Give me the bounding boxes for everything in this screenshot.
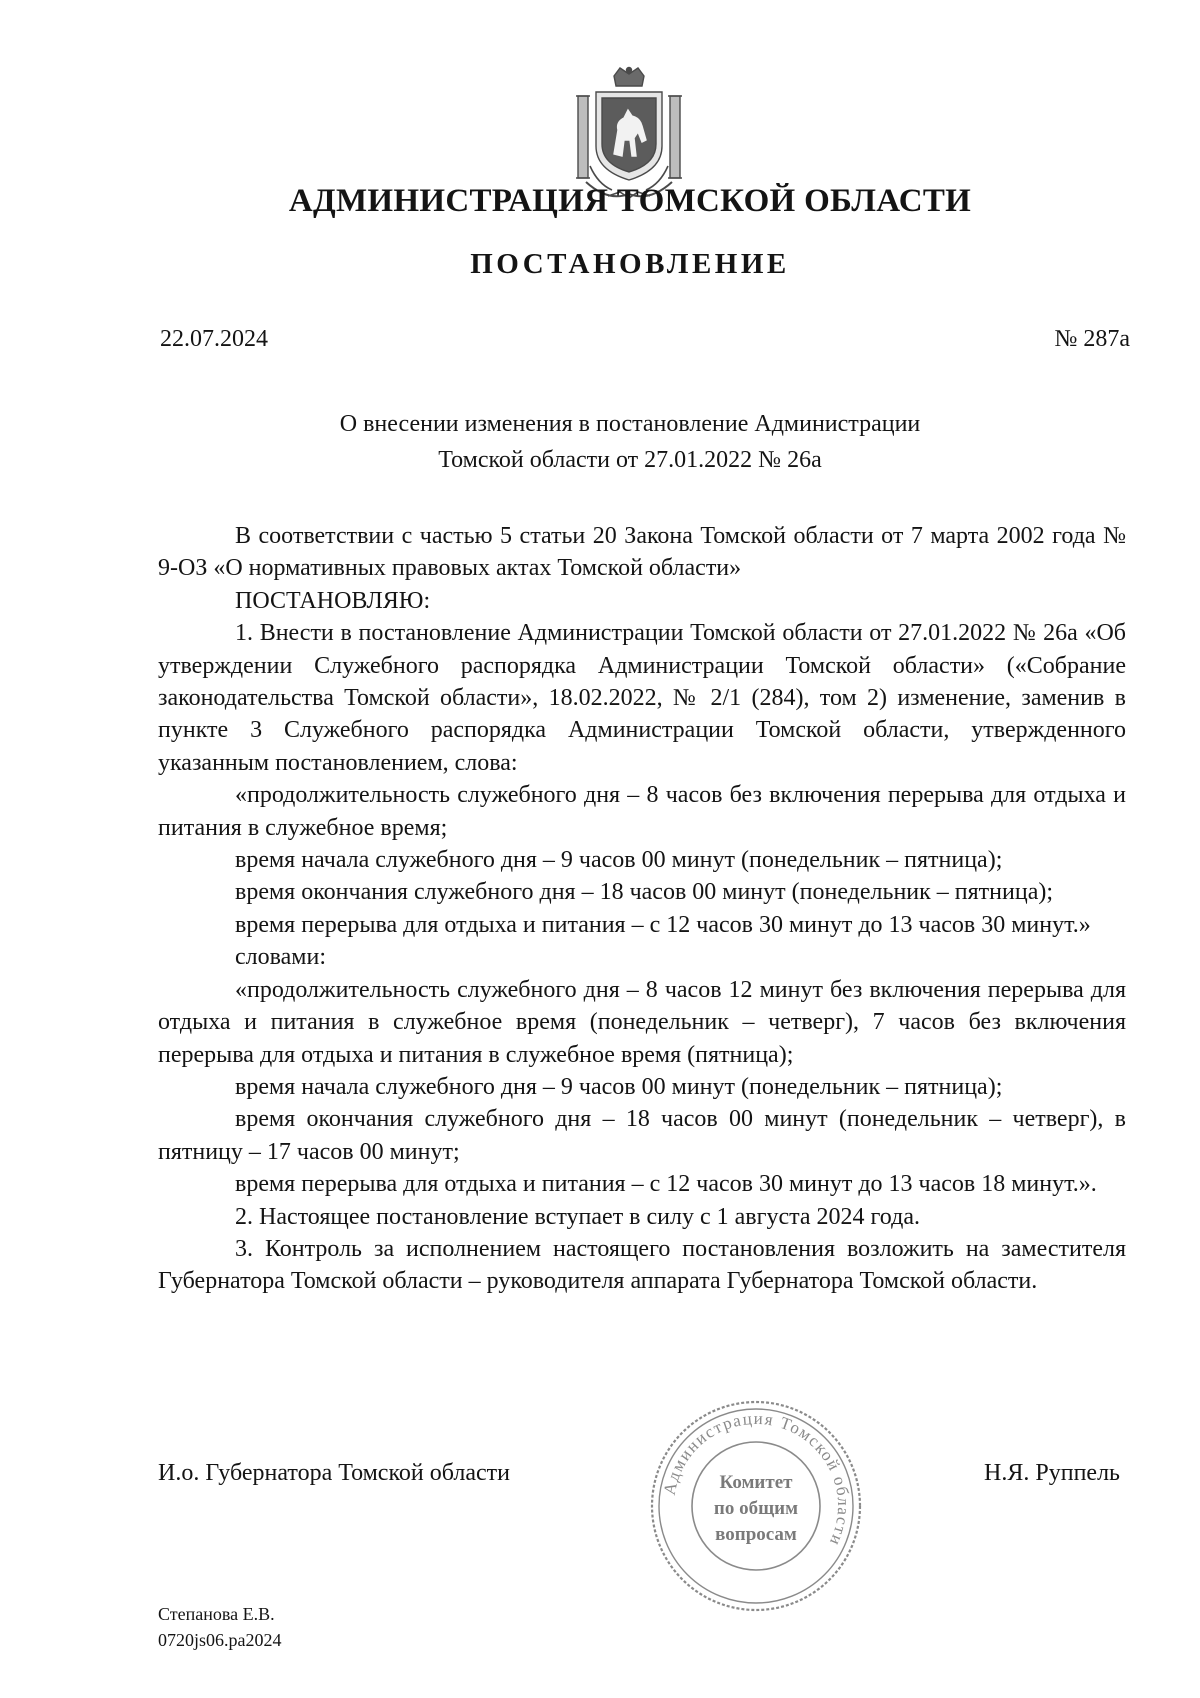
- document-date: 22.07.2024: [160, 326, 268, 352]
- stamp-center-line-3: вопросам: [715, 1524, 797, 1545]
- body-paragraph: словами:: [235, 944, 326, 971]
- document-body: [158, 520, 1126, 1298]
- body-paragraph: время окончания служебного дня – 18 часов 00 минут (понедельник – пятница);: [235, 879, 1054, 906]
- official-stamp-icon: [648, 1398, 864, 1614]
- body-paragraph: 1. Внести в постановление Администрации Томской области от 27.01.2022 № 26а «Об утверждении Служебного распорядка Администрации Томской области» («Собрание законодательства Томской области», 18.02.2022, № 2/1 (284), том 2) изменение, заменив в пункте 3 Служебного распорядка Администрации Томской области, утвержденного указанным постановлением, слова:: [158, 620, 1126, 776]
- body-paragraph: время перерыва для отдыха и питания – с 12 часов 30 минут до 13 часов 30 минут.»: [235, 911, 1091, 938]
- executor-block: [158, 1601, 282, 1653]
- body-paragraph: «продолжительность служебного дня – 8 часов без включения перерыва для отдыха и питания в служебное время;: [158, 782, 1126, 841]
- body-paragraph: время окончания служебного дня – 18 часов 00 минут (понедельник – четверг), в пятницу – 17 часов 00 минут;: [158, 1106, 1126, 1165]
- title-line-2: Томской области от 27.01.2022 № 26а: [438, 447, 822, 473]
- executor-name: Степанова Е.В.: [158, 1604, 275, 1624]
- stamp-center-line-1: Комитет: [719, 1472, 793, 1493]
- document-code: 0720js06.ра2024: [158, 1630, 282, 1650]
- organization-name: АДМИНИСТРАЦИЯ ТОМСКОЙ ОБЛАСТИ: [288, 183, 972, 219]
- body-paragraph: «продолжительность служебного дня – 8 часов 12 минут без включения перерыва для отдыха и питания в служебное время (понедельник – четверг), 7 часов без включения перерыва для отдыха и питания в служебное время (пятница);: [158, 976, 1126, 1068]
- document-type: ПОСТАНОВЛЕНИЕ: [470, 248, 790, 280]
- body-paragraph: время начала служебного дня – 9 часов 00 минут (понедельник – пятница);: [235, 1073, 1003, 1100]
- body-paragraph: В соответствии с частью 5 статьи 20 Закона Томской области от 7 марта 2002 года № 9-ОЗ «О нормативных правовых актах Томской области»: [158, 523, 1126, 582]
- title-line-1: О внесении изменения в постановление Администрации: [339, 411, 921, 437]
- body-paragraph: 3. Контроль за исполнением настоящего постановления возложить на заместителя Губернатора Томской области – руководителя аппарата Губернатора Томской области.: [158, 1235, 1126, 1295]
- body-paragraph: время начала служебного дня – 9 часов 00 минут (понедельник – пятница);: [235, 847, 1003, 874]
- signatory-position: И.о. Губернатора Томской области: [158, 1460, 510, 1486]
- stamp-center-line-2: по общим: [713, 1498, 799, 1519]
- signatory-name: Н.Я. Руппель: [984, 1460, 1120, 1486]
- document-number: № 287а: [1054, 326, 1130, 352]
- body-paragraph: время перерыва для отдыха и питания – с 12 часов 30 минут до 13 часов 18 минут.».: [235, 1171, 1097, 1198]
- document-title: [0, 406, 1200, 478]
- body-paragraph: ПОСТАНОВЛЯЮ:: [235, 587, 431, 614]
- body-paragraph: 2. Настоящее постановление вступает в силу с 1 августа 2024 года.: [235, 1203, 920, 1230]
- stamp-ring-textpath: Администрация Томской области: [659, 1408, 854, 1550]
